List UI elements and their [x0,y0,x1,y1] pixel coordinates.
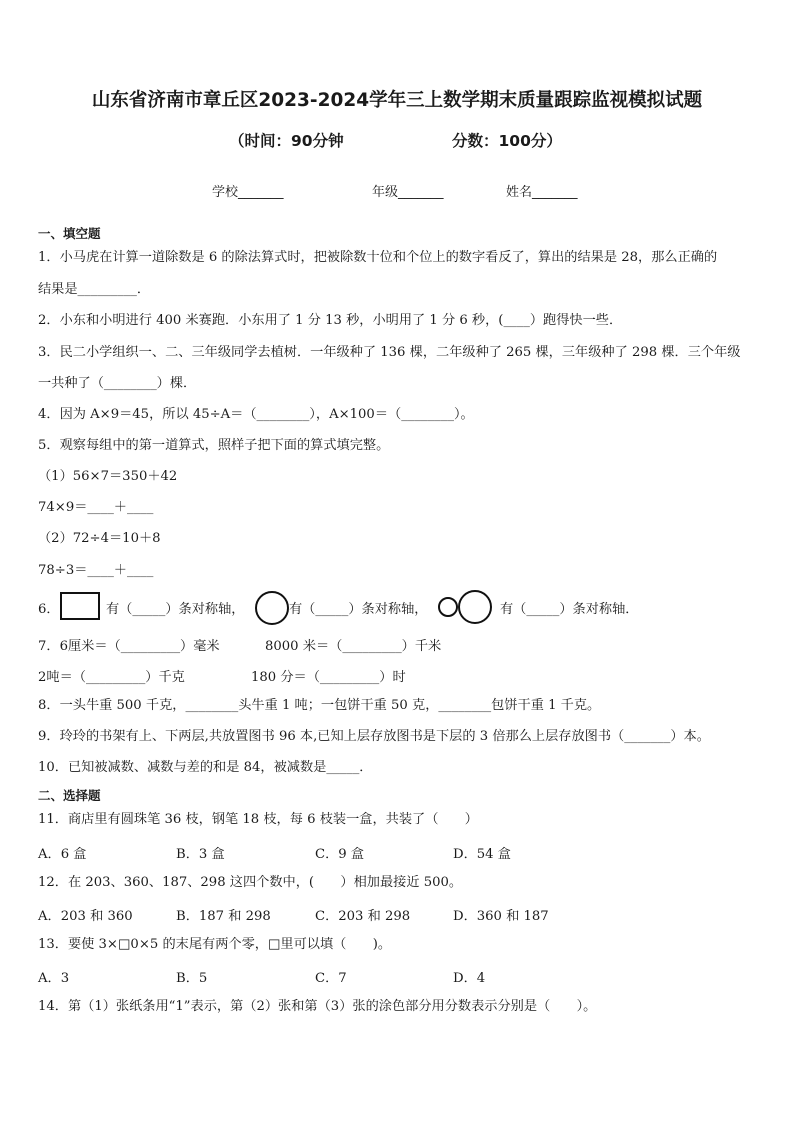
question-7-part-2: 8000 米＝（_________）千米 [265,639,442,654]
time-limit: （时间：90分钟 [229,132,344,150]
q13-option-d: D．4 [453,971,486,986]
q11-option-a: A．6 盒 [38,847,87,862]
question-8: 8．一头牛重 500 千克，________头牛重 1 吨；一包饼干重 50 克，________包饼干重 1 千克。 [38,698,601,713]
total-score: 分数：100分） [452,132,562,150]
q13-option-a: A．3 [38,971,70,986]
question-12: 12．在 203、360、187、298 这四个数中，( ）相加最接近 500。 [38,875,463,890]
question-6-rectangle-text: 有（_____）条对称轴， [106,602,245,617]
small-circle-shape [438,597,458,617]
question-2: 2．小东和小明进行 400 米赛跑．小东用了 1 分 13 秒，小明用了 1 分 6 秒，(____）跑得快一些． [38,313,623,328]
question-5-example-2: （2）72÷4＝10＋8 [38,531,161,546]
page-title: 山东省济南市章丘区2023-2024学年三上数学期末质量跟踪监视模拟试题 [91,90,703,111]
section-fill-in: 一、填空题 [38,226,101,241]
grade-field: 年级_______ [372,185,444,200]
question-1-line-1: 1．小马虎在计算一道除数是 6 的除法算式时，把被除数十位和个位上的数字看反了，算出的结果是 28，那么正确的 [38,250,718,265]
q12-option-a: A．203 和 360 [38,909,133,924]
rectangle-shape [60,592,100,620]
section-multiple-choice: 二、选择题 [38,788,101,803]
school-field: 学校_______ [212,185,284,200]
question-9: 9．玲玲的书架有上、下两层,共放置图书 96 本,已知上层存放图书是下层的 3 倍那么上层存放图书（_______）本。 [38,729,710,744]
question-6-circle-text: 有（_____）条对称轴， [289,602,428,617]
question-5-example-1: （1）56×7＝350＋42 [38,469,178,484]
question-5: 5．观察每组中的第一道算式，照样子把下面的算式填完整。 [38,438,390,453]
q11-option-b: B．3 盒 [176,847,225,862]
question-6-number: 6． [38,602,60,617]
question-1-line-2: 结果是_________． [38,282,151,297]
q11-option-c: C．9 盒 [315,847,365,862]
circle-shape [255,591,289,625]
question-5-blank-2: 78÷3＝____＋____ [38,563,154,578]
q13-option-c: C．7 [315,971,347,986]
question-7-part-4: 180 分＝（_________）时 [251,670,406,685]
question-13: 13．要使 3×□0×5 的末尾有两个零，□里可以填（ )。 [38,937,392,952]
question-7-part-1: 7．6厘米＝（_________）毫米 [38,639,220,654]
question-5-blank-1: 74×9＝____＋____ [38,500,154,515]
q13-option-b: B．5 [176,971,208,986]
question-14: 14．第（1）张纸条用“1”表示，第（2）张和第（3）张的涂色部分用分数表示分别是（ ）。 [38,999,597,1014]
name-field: 姓名_______ [506,185,578,200]
large-circle-shape [458,590,492,624]
question-10: 10．已知被减数、减数与差的和是 84，被减数是_____． [38,760,373,775]
q12-option-b: B．187 和 298 [176,909,271,924]
q12-option-d: D．360 和 187 [453,909,549,924]
question-3-line-2: 一共种了（________）棵． [38,376,197,391]
question-7-part-3: 2吨＝（_________）千克 [38,670,185,685]
question-11: 11．商店里有圆珠笔 36 枝，钢笔 18 枝，每 6 枝装一盒，共装了（ ） [38,812,478,827]
question-6-double-circle-text: 有（_____）条对称轴． [500,602,639,617]
question-4: 4．因为 A×9＝45，所以 45÷A＝（________），A×100＝（________）。 [38,407,474,422]
q12-option-c: C．203 和 298 [315,909,411,924]
q11-option-d: D．54 盒 [453,847,511,862]
question-3-line-1: 3．民二小学组织一、二、三年级同学去植树．一年级种了 136 棵，二年级种了 265 棵，三年级种了 298 棵．三个年级 [38,345,741,360]
